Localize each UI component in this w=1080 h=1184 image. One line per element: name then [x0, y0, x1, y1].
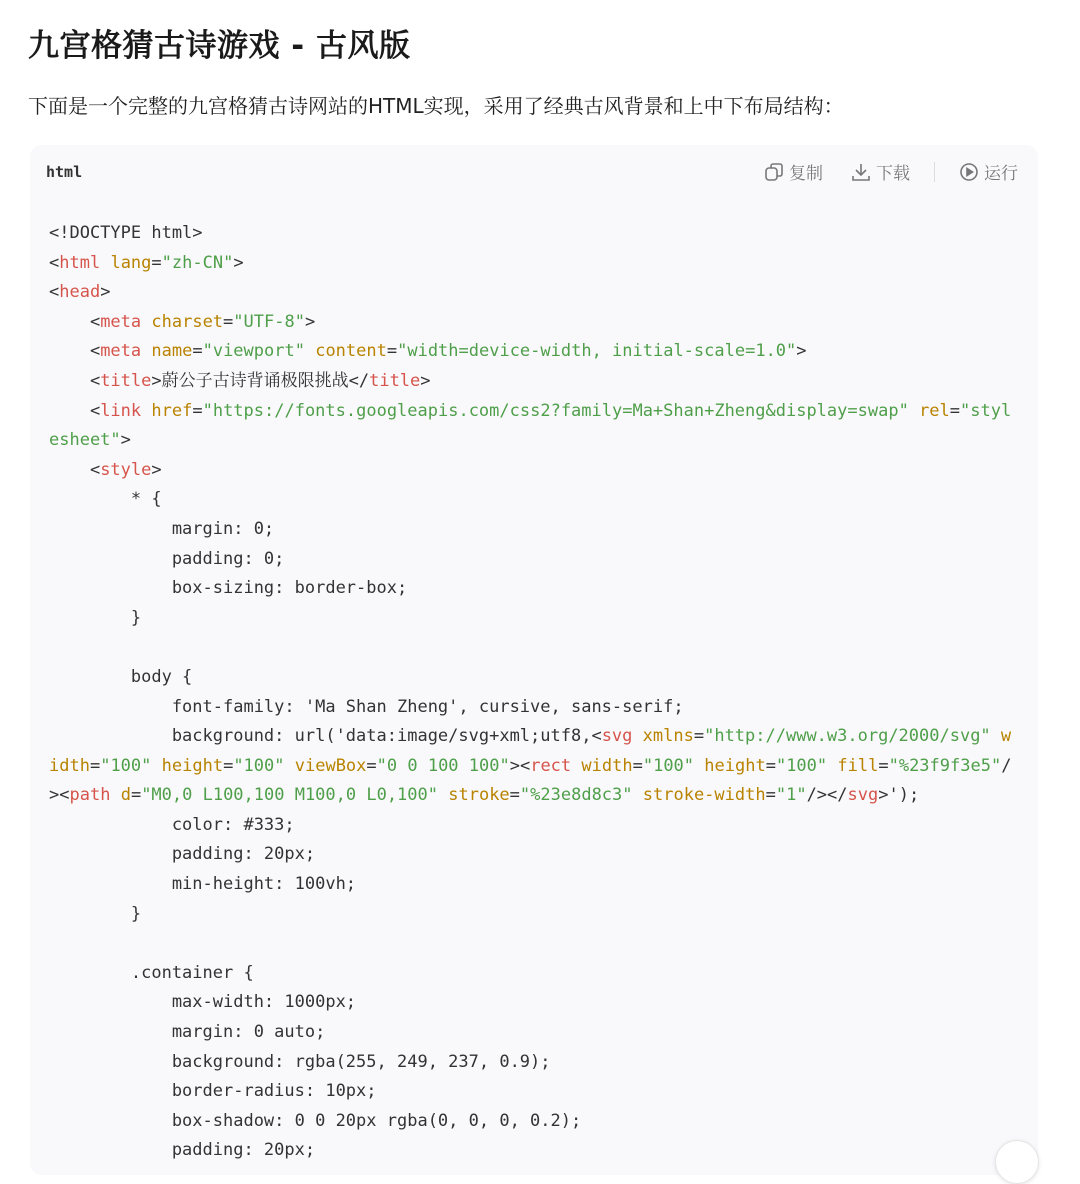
code-token: = — [632, 755, 643, 776]
code-line — [49, 308, 1011, 338]
code-token — [571, 756, 581, 776]
code-token: charset — [151, 311, 224, 332]
code-language-label: html — [46, 163, 83, 181]
play-icon — [959, 162, 979, 182]
code-token: head — [59, 282, 101, 303]
code-token — [438, 785, 448, 805]
code-token — [305, 341, 315, 361]
code-token: w — [1000, 726, 1012, 747]
code-line — [49, 811, 1011, 841]
code-line — [49, 988, 1011, 1018]
code-line — [49, 397, 1011, 427]
code-token: "%23e8d8c3" — [519, 785, 633, 806]
code-token: = — [765, 785, 776, 806]
scroll-down-button[interactable] — [995, 1140, 1039, 1184]
copy-label: 复制 — [789, 164, 823, 184]
code-token: } — [49, 607, 142, 628]
code-token: margin: 0; — [49, 518, 275, 539]
code-token: > — [233, 252, 244, 273]
code-token: = — [151, 252, 162, 273]
code-token: xmlns — [642, 726, 694, 747]
code-token — [141, 401, 151, 421]
code-line — [49, 752, 1011, 782]
code-token: * { — [49, 489, 162, 510]
code-line — [49, 722, 1011, 752]
code-token: = — [192, 400, 203, 421]
code-token — [151, 756, 161, 776]
code-token: / — [1001, 755, 1012, 776]
code-token: max-width: 1000px; — [49, 992, 357, 1013]
download-label: 下载 — [876, 164, 910, 184]
code-token: svg — [847, 785, 879, 806]
code-token: link — [100, 400, 142, 421]
code-token: meta — [100, 311, 142, 332]
code-token: color: #333; — [49, 814, 295, 835]
code-token: name — [151, 341, 193, 362]
code-token: svg — [601, 726, 633, 747]
run-button[interactable] — [959, 159, 1018, 184]
code-line — [49, 456, 1011, 486]
code-token: = — [509, 785, 520, 806]
code-token: "M0,0 L100,100 M100,0 L0,100" — [141, 785, 438, 806]
code-token: < — [49, 282, 60, 303]
code-token: lang — [110, 252, 152, 273]
code-line — [49, 219, 1011, 249]
code-token: border-radius: 10px; — [49, 1081, 377, 1102]
code-token: href — [151, 400, 193, 421]
code-token: d — [120, 785, 131, 806]
code-token: < — [49, 459, 101, 480]
code-token: background: url('data:image/svg+xml;utf8,< — [49, 726, 602, 747]
code-token: stroke — [448, 785, 510, 806]
code-line — [49, 574, 1011, 604]
code-token: html — [59, 252, 101, 273]
download-button[interactable] — [851, 159, 910, 184]
divider — [934, 162, 935, 182]
code-token: < — [49, 311, 101, 332]
code-token: min-height: 100vh; — [49, 874, 357, 895]
code-token: stroke-width — [642, 785, 766, 806]
code-actions — [764, 159, 1018, 184]
code-block — [30, 145, 1038, 1175]
code-token: >< — [509, 755, 531, 776]
code-token: esheet" — [49, 430, 121, 451]
code-token: height — [161, 755, 224, 776]
code-token: >蔚公子古诗背诵极限挑战</ — [151, 370, 370, 391]
page-title: 九宫格猜古诗游戏 - 古风版 — [28, 28, 411, 64]
code-token: style — [100, 459, 152, 480]
code-token — [100, 253, 110, 273]
run-label: 运行 — [984, 164, 1018, 184]
code-line — [49, 663, 1011, 693]
copy-icon — [764, 162, 784, 182]
code-token: padding: 0; — [49, 548, 285, 569]
code-token — [285, 756, 295, 776]
code-line — [49, 1077, 1011, 1107]
code-token: /></ — [806, 785, 848, 806]
code-token: "http://www.w3.org/2000/svg" — [704, 726, 991, 747]
code-line — [49, 515, 1011, 545]
code-token: > — [120, 430, 131, 451]
code-token: padding: 20px; — [49, 844, 316, 865]
code-token: rel — [919, 400, 950, 421]
code-token: "zh-CN" — [161, 252, 234, 273]
code-token: < — [49, 341, 101, 362]
code-token: "viewport" — [202, 341, 305, 362]
code-token: meta — [100, 341, 142, 362]
code-line — [49, 633, 1011, 663]
code-token: > — [151, 459, 162, 480]
code-token — [141, 312, 151, 332]
code-token: } — [49, 903, 142, 924]
code-token: < — [49, 400, 101, 421]
code-token — [827, 756, 837, 776]
code-token: = — [693, 726, 705, 747]
code-line — [49, 278, 1011, 308]
code-token: > — [796, 341, 807, 362]
code-line — [49, 545, 1011, 575]
code-line — [49, 367, 1011, 397]
code-token: background: rgba(255, 249, 237, 0.9); — [49, 1051, 551, 1072]
code-token: "width=device-width, initial-scale=1.0" — [397, 341, 797, 362]
code-line — [49, 900, 1011, 930]
code-token: "styl — [960, 400, 1012, 421]
code-token: content — [315, 341, 387, 362]
code-token: = — [878, 755, 889, 776]
code-token: > — [100, 282, 111, 303]
code-line — [49, 1136, 1011, 1166]
code-line — [49, 337, 1011, 367]
code-token: margin: 0 auto; — [49, 1022, 326, 1043]
code-token: < — [49, 252, 60, 273]
code-token: = — [223, 755, 234, 776]
code-token: >< — [49, 785, 70, 806]
code-token: box-sizing: border-box; — [49, 578, 408, 599]
code-token: idth — [49, 755, 90, 776]
code-token — [633, 785, 643, 805]
code-token: = — [192, 341, 203, 362]
code-line — [49, 249, 1011, 279]
code-line — [49, 781, 1011, 811]
code-token: <!DOCTYPE html> — [49, 223, 203, 243]
code-token — [141, 341, 151, 361]
code-token: height — [704, 755, 766, 776]
code-token: body { — [49, 666, 193, 687]
code-token: font-family: 'Ma Shan Zheng', cursive, sans-serif; — [49, 696, 684, 717]
code-token: title — [369, 370, 421, 391]
code-line — [49, 1018, 1011, 1048]
code-line — [49, 929, 1011, 959]
code-token: "100" — [100, 755, 152, 776]
code-token: "1" — [775, 785, 807, 806]
code-token: path — [69, 785, 111, 806]
code-token: = — [223, 311, 234, 332]
code-token: .container { — [49, 962, 254, 983]
code-line — [49, 1107, 1011, 1137]
code-token: = — [386, 341, 398, 362]
code-token: "UTF-8" — [233, 311, 305, 332]
intro-text: 下面是一个完整的九宫格猜古诗网站的HTML实现，采用了经典古风背景和上中下布局结构： — [28, 94, 844, 118]
code-token: "100" — [642, 755, 695, 776]
code-content — [49, 219, 1011, 1166]
code-token: padding: 20px; — [49, 1140, 316, 1161]
code-token: > — [420, 370, 431, 391]
code-token: < — [49, 370, 101, 391]
code-token: width — [581, 755, 633, 776]
code-token — [632, 726, 642, 746]
code-token — [110, 785, 120, 805]
code-token: "100" — [233, 755, 285, 776]
code-line — [49, 693, 1011, 723]
code-token: "0 0 100 100" — [376, 755, 510, 776]
code-line — [49, 426, 1011, 456]
code-token: = — [130, 785, 142, 806]
code-token: "%23f9f3e5" — [888, 755, 1002, 776]
code-token: "100" — [775, 755, 828, 776]
code-line — [49, 1048, 1011, 1078]
code-token: rect — [530, 755, 572, 776]
code-token: = — [949, 400, 961, 421]
code-token — [694, 756, 704, 776]
code-token: fill — [837, 755, 879, 776]
code-token: "https://fonts.googleapis.com/css2?family=Ma+Shan+Zheng&display=swap" — [202, 400, 909, 421]
download-icon — [851, 162, 871, 182]
code-token: = — [765, 755, 776, 776]
code-line — [49, 485, 1011, 515]
code-token: >'); — [878, 785, 920, 806]
code-line — [49, 840, 1011, 870]
code-line — [49, 959, 1011, 989]
code-token — [991, 726, 1001, 746]
code-line — [49, 870, 1011, 900]
code-token: viewBox — [294, 755, 367, 776]
copy-button[interactable] — [764, 159, 823, 184]
code-token — [909, 401, 919, 421]
code-line — [49, 604, 1011, 634]
code-token: = — [366, 755, 377, 776]
code-token: title — [100, 370, 152, 391]
code-token: box-shadow: 0 0 20px rgba(0, 0, 0, 0.2); — [49, 1110, 582, 1131]
code-token: = — [89, 755, 101, 776]
code-token: > — [304, 311, 316, 332]
